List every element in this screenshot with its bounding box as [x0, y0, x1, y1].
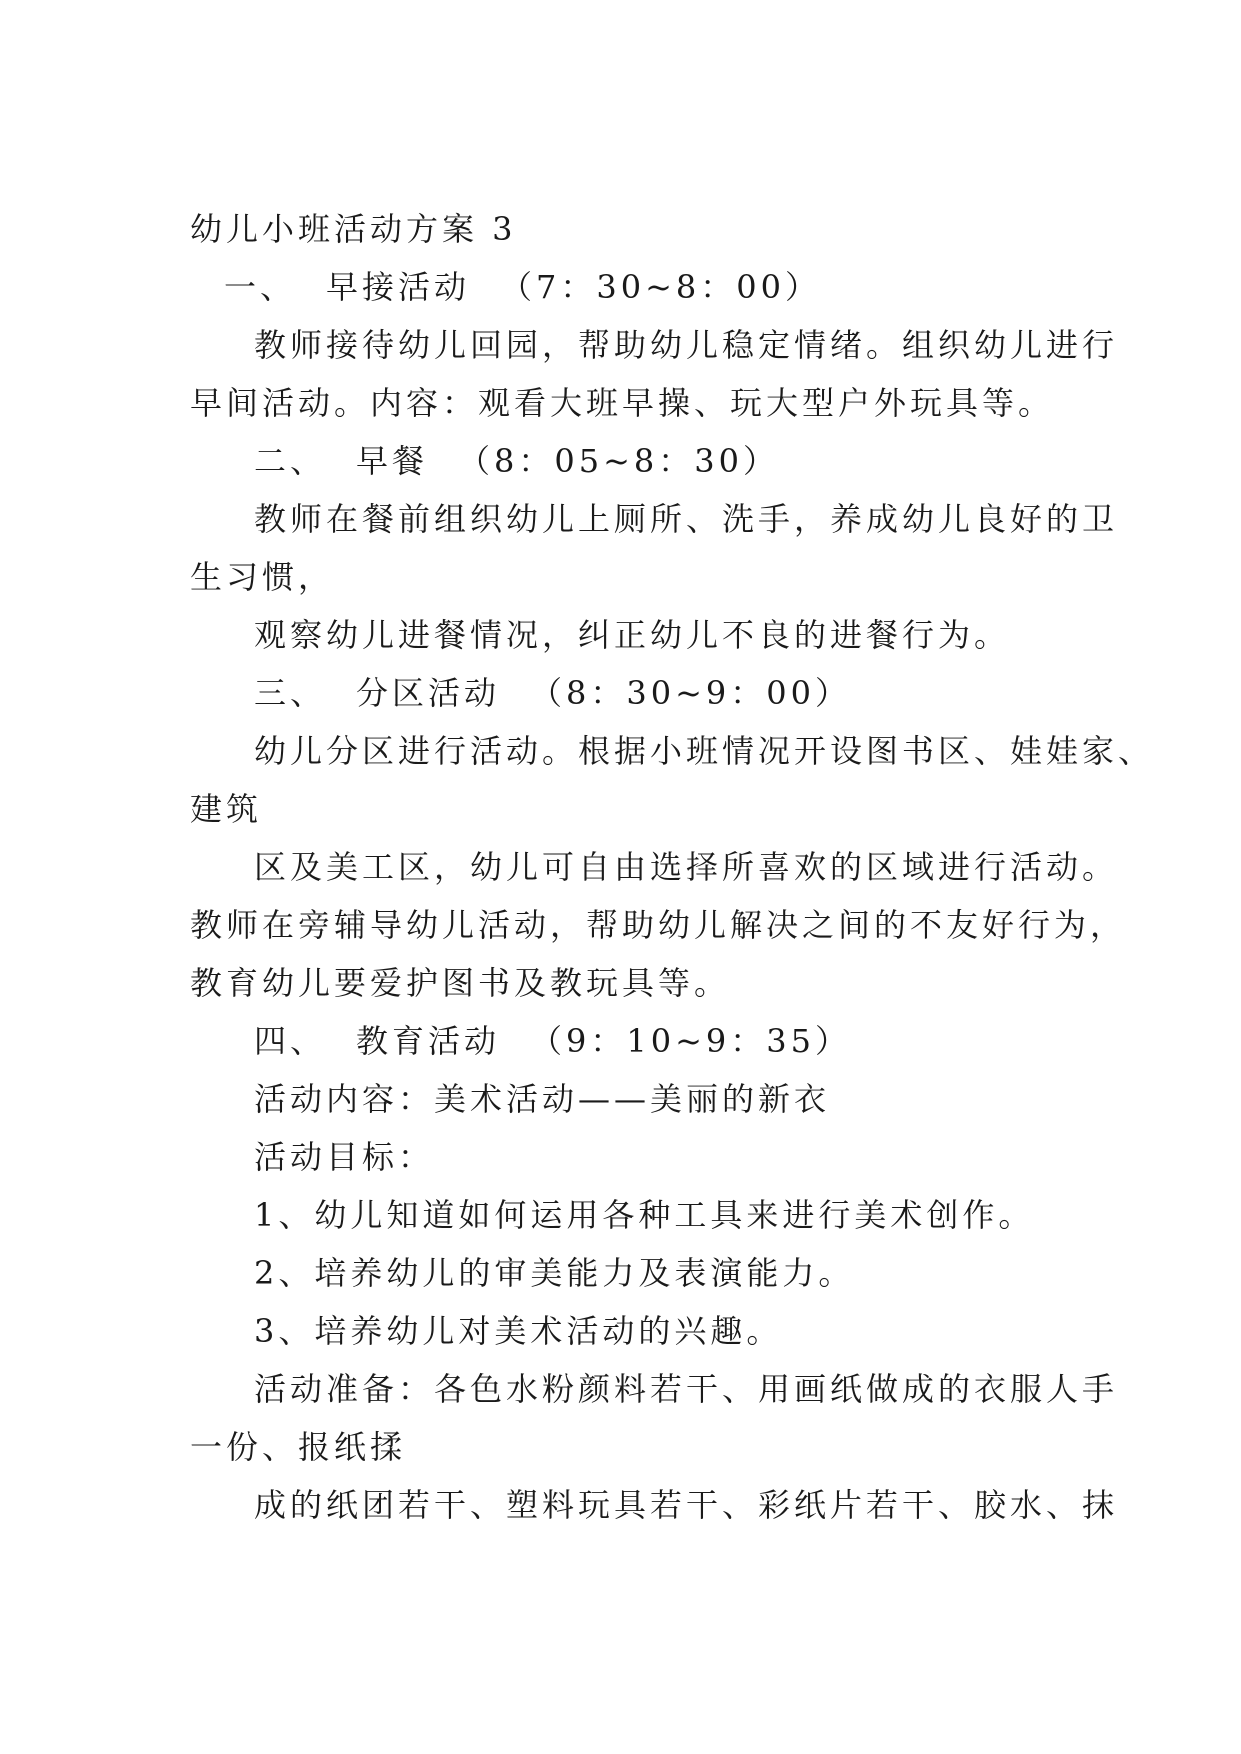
- heading-number: 二、: [254, 442, 327, 480]
- list-item: 3、培养幼儿对美术活动的兴趣。: [254, 1312, 783, 1350]
- paragraph-line: 教育幼儿要爱护图书及教玩具等。: [190, 964, 731, 1002]
- paragraph-line: 幼儿分区进行活动。根据小班情况开设图书区、娃娃家、: [254, 732, 1155, 770]
- section-heading-2: [190, 432, 1070, 490]
- paragraph-line: 活动内容：美术活动——美丽的新衣: [254, 1080, 831, 1118]
- paragraph-line: 教师在旁辅导幼儿活动，帮助幼儿解决之间的不友好行为，: [190, 906, 1127, 944]
- paragraph-line: 观察幼儿进餐情况，纠正幼儿不良的进餐行为。: [254, 616, 1011, 654]
- list-item: 1、幼儿知道如何运用各种工具来进行美术创作。: [254, 1196, 1035, 1234]
- heading-number: 三、: [254, 674, 327, 712]
- paragraph-line: 生习惯，: [190, 558, 335, 596]
- section-heading-1: [190, 258, 1070, 316]
- document-title: 幼儿小班活动方案 3: [190, 210, 517, 248]
- paragraph-line: 活动目标：: [254, 1138, 435, 1176]
- section-heading-4: [190, 1012, 1070, 1070]
- heading-text: 分区活动: [356, 674, 501, 712]
- paragraph-line: 成的纸团若干、塑料玩具若干、彩纸片若干、胶水、抹: [254, 1486, 1119, 1524]
- paragraph-line: 建筑: [190, 790, 263, 828]
- heading-time: （7：30~8：00）: [500, 268, 822, 306]
- paragraph-line: 区及美工区，幼儿可自由选择所喜欢的区域进行活动。: [254, 848, 1119, 886]
- list-item: 2、培养幼儿的审美能力及表演能力。: [254, 1254, 855, 1292]
- paragraph-line: 教师在餐前组织幼儿上厕所、洗手，养成幼儿良好的卫: [254, 500, 1119, 538]
- heading-number: 一、: [224, 268, 297, 306]
- heading-time: （8：30~9：00）: [530, 674, 852, 712]
- paragraph-line: 一份、报纸揉: [190, 1428, 407, 1466]
- heading-number: 四、: [254, 1022, 327, 1060]
- section-heading-3: [190, 664, 1070, 722]
- paragraph-line: 早间活动。内容：观看大班早操、玩大型户外玩具等。: [190, 384, 1055, 422]
- heading-text: 早餐: [356, 442, 429, 480]
- paragraph-line: 活动准备：各色水粉颜料若干、用画纸做成的衣服人手: [254, 1370, 1119, 1408]
- paragraph-line: 教师接待幼儿回园，帮助幼儿稳定情绪。组织幼儿进行: [254, 326, 1119, 364]
- heading-text: 早接活动: [326, 268, 471, 306]
- document-page: [190, 200, 1155, 1700]
- heading-time: （9：10~9：35）: [530, 1022, 852, 1060]
- heading-text: 教育活动: [356, 1022, 501, 1060]
- heading-time: （8：05~8：30）: [458, 442, 780, 480]
